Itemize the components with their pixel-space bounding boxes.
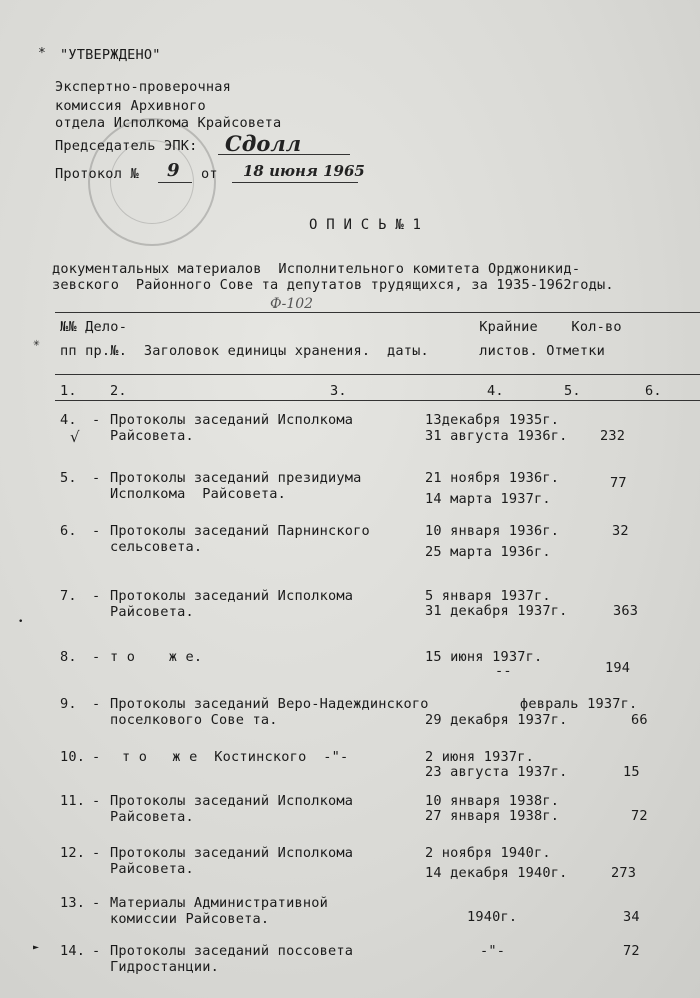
row-dash: -	[92, 412, 101, 428]
row-number: 6.	[60, 523, 77, 539]
col-num-4: 4.	[487, 383, 504, 399]
row-title-line: Райсовета.	[110, 809, 194, 825]
row-date: 14 марта 1937г.	[425, 491, 551, 507]
row-date: 31 августа 1936г.	[425, 428, 568, 444]
row-dash: -	[92, 470, 101, 486]
margin-dot: •	[18, 617, 24, 627]
approved-label: "УТВЕРЖДЕНО"	[60, 47, 161, 63]
chairman-label: Председатель ЭПК:	[55, 138, 198, 154]
row-date: 27 января 1938г.	[425, 808, 560, 824]
row-sheets: 66	[631, 712, 648, 728]
commission-line-1: Экспертно-проверочная	[55, 79, 232, 95]
row-title-line: т о ж е.	[110, 649, 203, 665]
row-number: 11.	[60, 793, 86, 809]
row-title-line: Протоколы заседаний поссовета	[110, 943, 354, 959]
row-date: 14 декабря 1940г.	[425, 865, 568, 881]
row-title-line: Протоколы заседаний Исполкома	[110, 793, 354, 809]
row-dash: -	[92, 749, 101, 765]
col-num-1: 1.	[60, 383, 77, 399]
row-title-line: Протоколы заседаний Исполкома	[110, 845, 354, 861]
row-title-line: Материалы Административной	[110, 895, 328, 911]
margin-mark: ►	[33, 942, 40, 953]
row-number: 7.	[60, 588, 77, 604]
protocol-number: 9	[167, 160, 180, 181]
column-number-rule	[55, 400, 700, 401]
row-number: 13.	[60, 895, 86, 911]
row-date: 10 января 1938г.	[425, 793, 560, 809]
row-dash: -	[92, 696, 101, 712]
row-dash: -	[92, 649, 101, 665]
table-top-rule	[55, 312, 700, 313]
row-number: 4.	[60, 412, 77, 428]
row-title-line: комиссии Райсовета.	[110, 911, 270, 927]
row-date: 31 декабря 1937г.	[425, 603, 568, 619]
row-title-line: т о ж е Костинского -"-	[122, 749, 349, 765]
table-header-row-1: №№ Дело- Крайние Кол-во	[60, 319, 622, 335]
row-date: 23 августа 1937г.	[425, 764, 568, 780]
row-sheets: 34	[623, 909, 640, 925]
table-header-row-2: пп пр.№. Заголовок единицы хранения. даты. листов. Отметки	[60, 343, 605, 359]
row-number: 12.	[60, 845, 86, 861]
protocol-number-line	[158, 182, 192, 183]
check-mark: √	[70, 428, 80, 446]
row-sheets: 232	[600, 428, 626, 444]
protocol-date-line	[232, 182, 358, 183]
title-line-2: зевского Районного Сове та депутатов трудящихся, за 1935-1962годы.	[52, 277, 614, 293]
row-sheets: 15	[623, 764, 640, 780]
fund-note: Ф-102	[270, 296, 314, 312]
title-line-1: документальных материалов Исполнительного комитета Орджоникид-	[52, 261, 581, 277]
row-date: 10 января 1936г.	[425, 523, 560, 539]
row-date: 13декабря 1935г.	[425, 412, 560, 428]
protocol-date: 18 июня 1965	[243, 162, 365, 180]
row-title-line: поселкового Сове та.	[110, 712, 278, 728]
row-number: 10.	[60, 749, 86, 765]
row-number: 5.	[60, 470, 77, 486]
chairman-signature: Сдолл	[225, 131, 302, 156]
row-number: 14.	[60, 943, 86, 959]
row-title-line: Протоколы заседаний президиума	[110, 470, 362, 486]
col-num-5: 5.	[564, 383, 581, 399]
row-date: --	[495, 663, 512, 679]
row-date: 15 июня 1937г.	[425, 649, 543, 665]
protocol-from: от	[201, 166, 218, 182]
row-title-line: Райсовета.	[110, 428, 194, 444]
row-sheets: 32	[612, 523, 629, 539]
row-title-line: Райсовета.	[110, 604, 194, 620]
row-date: 2 июня 1937г.	[425, 749, 534, 765]
row-dash: -	[92, 845, 101, 861]
protocol-label: Протокол №	[55, 166, 139, 182]
row-dash: -	[92, 523, 101, 539]
row-title-line: Исполкома Райсовета.	[110, 486, 287, 502]
margin-mark: ✳	[33, 336, 40, 349]
row-date: февраль 1937г.	[520, 696, 638, 712]
row-title-line: Протоколы заседаний Исполкома	[110, 588, 354, 604]
row-dash: -	[92, 793, 101, 809]
row-date: 5 января 1937г.	[425, 588, 551, 604]
corner-mark: *	[38, 46, 46, 61]
col-num-6: 6.	[645, 383, 662, 399]
row-title-line: Протоколы заседаний Веро-Надеждинского	[110, 696, 429, 712]
row-number: 9.	[60, 696, 77, 712]
row-sheets: 273	[611, 865, 637, 881]
inventory-heading: О П И С Ь № 1	[309, 217, 422, 233]
row-sheets: 72	[623, 943, 640, 959]
row-sheets: 363	[613, 603, 639, 619]
row-date: -"-	[480, 943, 506, 959]
col-num-2: 2.	[110, 383, 127, 399]
row-sheets: 77	[610, 475, 627, 491]
row-date: 21 ноября 1936г.	[425, 470, 560, 486]
row-title-line: сельсовета.	[110, 539, 203, 555]
row-date: 29 декабря 1937г.	[425, 712, 568, 728]
row-title-line: Гидростанции.	[110, 959, 219, 975]
commission-line-3: отдела Исполкома Крайсовета	[55, 115, 282, 131]
row-title-line: Протоколы заседаний Исполкома	[110, 412, 354, 428]
row-date: 25 марта 1936г.	[425, 544, 551, 560]
row-dash: -	[92, 943, 101, 959]
row-title-line: Протоколы заседаний Парнинского	[110, 523, 370, 539]
row-dash: -	[92, 895, 101, 911]
row-sheets: 72	[631, 808, 648, 824]
row-date: 2 ноября 1940г.	[425, 845, 551, 861]
table-header-rule	[55, 374, 700, 375]
row-dash: -	[92, 588, 101, 604]
col-num-3: 3.	[330, 383, 347, 399]
row-date: 1940г.	[467, 909, 518, 925]
signature-line	[218, 154, 350, 155]
row-title-line: Райсовета.	[110, 861, 194, 877]
row-sheets: 194	[605, 660, 631, 676]
row-number: 8.	[60, 649, 77, 665]
commission-line-2: комиссия Архивного	[55, 98, 206, 114]
